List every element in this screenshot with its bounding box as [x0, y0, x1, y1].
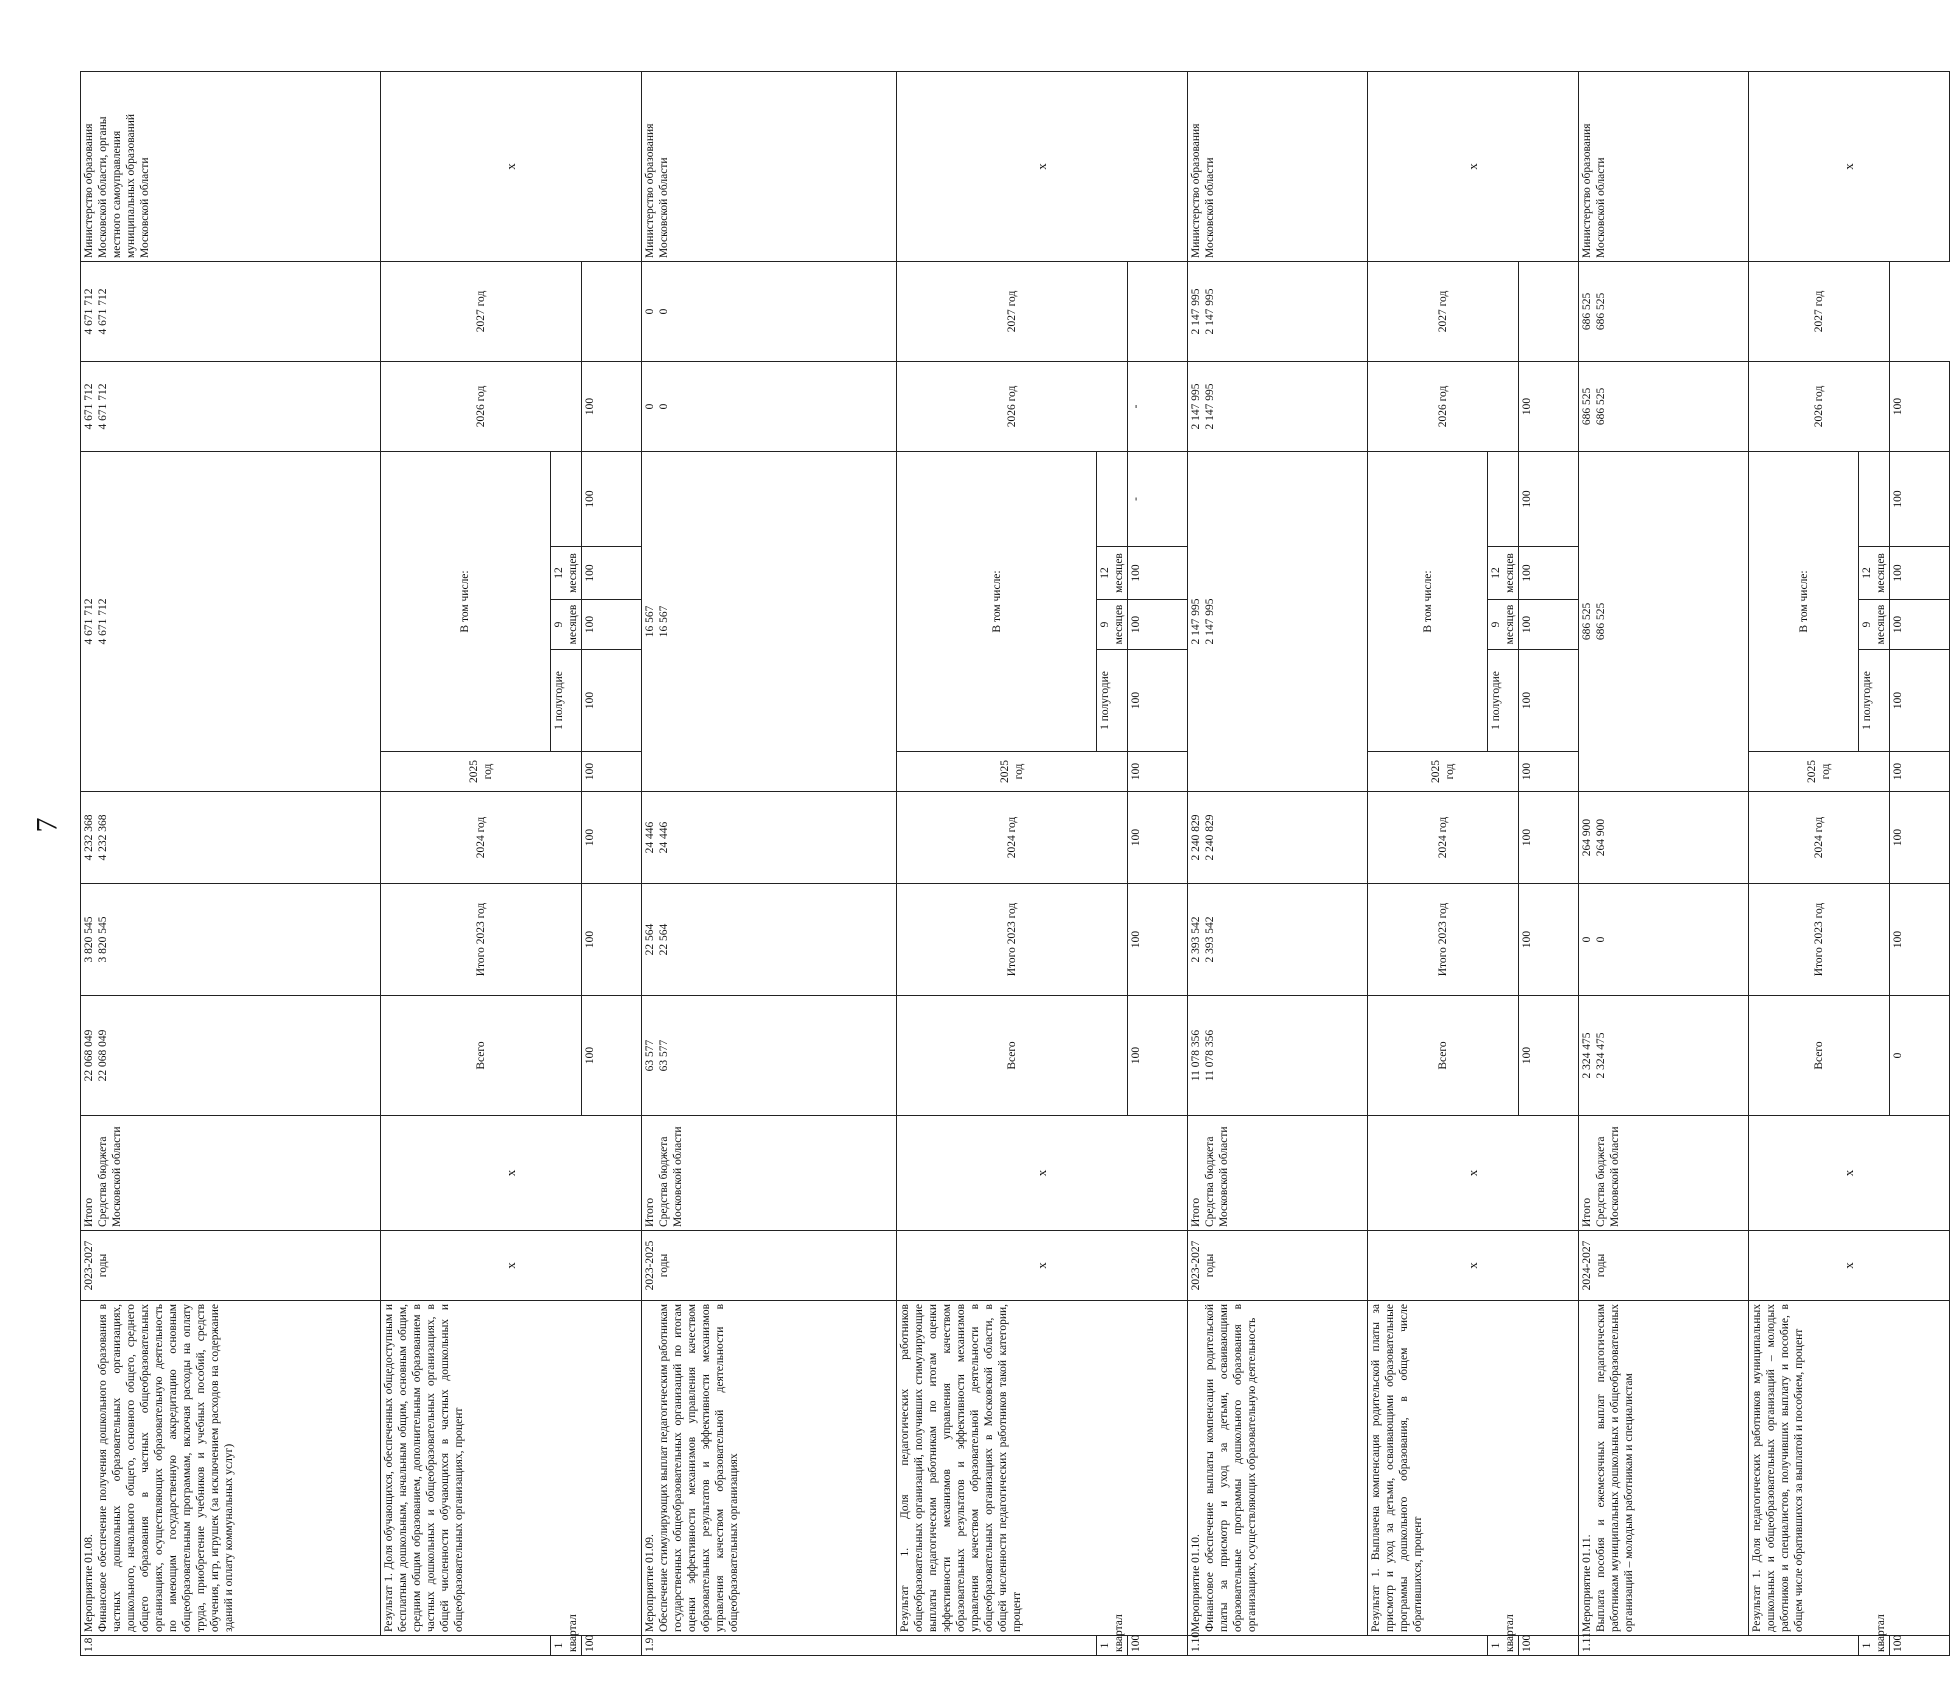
period-x: х: [381, 1231, 642, 1301]
period-x: х: [1749, 1231, 1950, 1301]
amount-cell: [642, 451, 897, 791]
amount-budget: 4 232 368: [97, 814, 110, 861]
result-value: 100: [1519, 361, 1579, 451]
amount-total: 0: [644, 308, 657, 315]
table-row: [1188, 72, 1368, 1656]
amount-total: 4 671 712: [83, 598, 95, 645]
event-title: Мероприятие 01.10.: [1190, 1534, 1203, 1632]
result-value: 100: [1519, 792, 1579, 884]
header-all: Всего: [1368, 996, 1519, 1116]
result-value: 100: [582, 996, 642, 1116]
amount-cell: [1579, 261, 1749, 361]
header-2024: 2024 год: [1368, 792, 1519, 884]
result-value: 100: [582, 451, 642, 546]
header-2026: 2026 год: [1368, 361, 1519, 451]
amount-cell: [81, 884, 381, 996]
period: 2023-2025 годы: [642, 1231, 897, 1301]
result-value: 100: [1128, 884, 1188, 996]
header-q1: 1 квартал: [1859, 1636, 1890, 1656]
event-text: Обеспечение стимулирующих выплат педагогическим работникам государственных общеобразовательных организаций по итогам оценки эффективности механизмов управления качеством образовательных результатов и эффективности механизмов управления качеством образовательной деятельности в общеобразовательных организациях: [658, 1304, 741, 1632]
responsible-x: х: [897, 72, 1188, 262]
funding-source: [81, 1116, 381, 1231]
event-description: [1579, 1301, 1749, 1636]
row-number: 1.10: [1188, 1636, 1488, 1656]
amount-total: 16 567: [644, 605, 657, 638]
event-text: Выплата пособия и ежемесячных выплат педагогическим работникам муниципальных дошкольных и общеобразовательных организаций – молодым работникам и специалистам: [1595, 1304, 1636, 1632]
header-9m: 9 месяцев: [551, 600, 582, 650]
result-value: 100: [1519, 884, 1579, 996]
header-2025: 2025 год: [381, 752, 582, 792]
amount-cell: [1579, 361, 1749, 451]
amount-total: 2 240 829: [1190, 814, 1203, 861]
result-value: 100: [1519, 752, 1579, 792]
result-value: 100: [1128, 1636, 1188, 1656]
amount-cell: [1188, 451, 1368, 791]
header-all: Всего: [897, 996, 1128, 1116]
result-value: 100: [1890, 600, 1950, 650]
budget-label: Средства бюджета Московской области: [97, 1126, 124, 1227]
amount-total: 2 324 475: [1581, 1032, 1594, 1079]
budget-label: Средства бюджета Московской области: [1595, 1126, 1622, 1227]
header-12m: 12 месяцев: [1097, 547, 1128, 600]
header-2025: 2025 год: [1749, 752, 1890, 792]
budget-label: Средства бюджета Московской области: [1204, 1126, 1231, 1227]
result-value: 100: [1128, 752, 1188, 792]
amount-cell: [81, 996, 381, 1116]
amount-total: 4 671 712: [83, 383, 95, 430]
header-2024: 2024 год: [897, 792, 1128, 884]
total-label: Итого: [83, 1197, 95, 1227]
result-value: 100: [1519, 547, 1579, 600]
result-value: 100: [582, 547, 642, 600]
header-2027: 2027 год: [1368, 261, 1519, 361]
header-2027: 2027 год: [1749, 261, 1890, 361]
result-value: 100: [1890, 884, 1950, 996]
result-value: 100: [582, 752, 642, 792]
result-value: 100: [1890, 650, 1950, 752]
total-label: Итого: [644, 1197, 657, 1227]
row-number: 1.9: [642, 1636, 1097, 1656]
amount-budget: 2 147 995: [1204, 288, 1217, 335]
header-incl: В том числе:: [1749, 451, 1859, 751]
row-number: 1.8: [81, 1636, 551, 1656]
amount-cell: [642, 996, 897, 1116]
amount-cell: [1188, 261, 1368, 361]
amount-total: 686 525: [1581, 602, 1594, 641]
funding-source: [1188, 1116, 1368, 1231]
header-12m: 12 месяцев: [551, 547, 582, 600]
header-incl: В том числе:: [381, 451, 551, 751]
amount-budget: 2 147 995: [1204, 383, 1217, 430]
total-label: Итого: [1190, 1197, 1203, 1227]
result-value: 100: [582, 650, 642, 752]
amount-total: 2 147 995: [1190, 288, 1203, 335]
budget-label: Средства бюджета Московской области: [658, 1126, 685, 1227]
header-q1: 1 квартал: [1488, 1636, 1519, 1656]
result-row: [897, 72, 1097, 1656]
header-total-2023: Итого 2023 год: [1749, 884, 1890, 996]
source-x: х: [1368, 1116, 1579, 1231]
responsible-x: х: [381, 72, 642, 262]
amount-cell: [81, 261, 381, 361]
amount-budget: 22 564: [658, 923, 671, 956]
event-title: Мероприятие 01.08.: [83, 1534, 95, 1632]
event-text: Финансовое обеспечение выплаты компенсации родительской платы за присмотр и уход за детьми, осваивающими образовательные программы дошкольного образования в организациях, осуществляющих образовательную деятельность: [1204, 1304, 1259, 1632]
amount-cell: [1188, 792, 1368, 884]
amount-total: 2 393 542: [1190, 916, 1203, 963]
rotated-table-page: [80, 71, 1905, 1656]
amount-budget: 4 671 712: [97, 288, 110, 335]
amount-total: 22 564: [644, 923, 657, 956]
amount-budget: 686 525: [1595, 292, 1608, 331]
amount-cell: [81, 792, 381, 884]
header-2027: 2027 год: [381, 261, 582, 361]
amount-cell: [1579, 451, 1749, 791]
header-total-2023: Итого 2023 год: [897, 884, 1128, 996]
period: 2023-2027 годы: [1188, 1231, 1368, 1301]
result-value: 100: [1519, 451, 1579, 546]
header-all: Всего: [1749, 996, 1890, 1116]
amount-budget: 4 671 712: [97, 383, 110, 430]
amount-total: 686 525: [1581, 292, 1594, 331]
event-text: Финансовое обеспечение получения дошкольного образования в частных дошкольных образовательных организациях, дошкольного, начального общего, основного общего, среднего общего образования в частных общеобразовательных организациях, осуществляющих образовательную деятельность по имеющим государственную аккредитацию основным общеобразовательным программам, включая расходы на оплату труда, приобретение учебников и учебных пособий, средств обучения, игр, игрушек (за исключением расходов на содержание зданий и оплату коммунальных услуг): [97, 1304, 236, 1632]
responsible-x: х: [1368, 72, 1579, 262]
period: 2023-2027 годы: [81, 1231, 381, 1301]
amount-cell: [81, 361, 381, 451]
amount-cell: [1579, 884, 1749, 996]
row-number: 1.11: [1579, 1636, 1859, 1656]
amount-cell: [1579, 792, 1749, 884]
event-title: Мероприятие 01.09.: [644, 1534, 657, 1632]
result-value: 100: [1890, 451, 1950, 546]
header-9m: 9 месяцев: [1097, 600, 1128, 650]
header-12m: 12 месяцев: [1859, 547, 1890, 600]
header-h1: 1 полугодие: [1859, 650, 1890, 752]
result-value: 100: [582, 600, 642, 650]
result-description: Результат 1. Выплачена компенсация родительской платы за присмотр и уход за детьми, осваивающими образовательные программы дошкольного образования, в общем числе обратившихся, процент: [1368, 1301, 1579, 1636]
amount-cell: [1188, 996, 1368, 1116]
header-q1: 1 квартал: [551, 1636, 582, 1656]
amount-cell: [642, 261, 897, 361]
header-h1: 1 полугодие: [551, 650, 582, 752]
amount-budget: 11 078 356: [1204, 1029, 1217, 1082]
amount-total: 4 671 712: [83, 288, 95, 335]
result-value: 100: [1890, 361, 1950, 451]
amount-cell: [1188, 884, 1368, 996]
result-value: 100: [1519, 600, 1579, 650]
amount-budget: 2 393 542: [1204, 916, 1217, 963]
header-2026: 2026 год: [381, 361, 582, 451]
amount-total: 2 147 995: [1190, 598, 1203, 645]
responsible: Министерство образования Московской области, органы местного самоуправления муниципальных образований Московской области: [81, 72, 381, 262]
table-row: [81, 72, 381, 1656]
result-value: 100: [1128, 600, 1188, 650]
amount-budget: 0: [658, 403, 671, 410]
header-all: Всего: [381, 996, 582, 1116]
result-value: 0: [1890, 996, 1950, 1116]
amount-budget: 0: [1595, 936, 1608, 943]
responsible: Министерство образования Московской области: [1188, 72, 1368, 262]
result-row: [381, 72, 551, 1656]
result-value: 100: [582, 792, 642, 884]
source-x: х: [897, 1116, 1188, 1231]
page-number: 7: [30, 817, 64, 833]
amount-budget: 686 525: [1595, 387, 1608, 426]
result-value: 100: [1128, 547, 1188, 600]
result-description: Результат 1. Доля обучающихся, обеспеченных общедоступным и бесплатным дошкольным, начальным общим, основным общим, средним общим образованием, дополнительным образованием в частных дошкольных и общеобразовательных организациях, в общей численности обучающихся в частных дошкольных и общеобразовательных организациях, процент: [381, 1301, 642, 1636]
total-label: Итого: [1581, 1197, 1594, 1227]
amount-budget: 22 068 049: [97, 1029, 110, 1082]
amount-budget: 63 577: [658, 1039, 671, 1072]
amount-cell: [1188, 361, 1368, 451]
source-x: х: [1749, 1116, 1950, 1231]
event-description: [1188, 1301, 1368, 1636]
result-value: 100: [1890, 547, 1950, 600]
result-description: Результат 1. Доля педагогических работников муниципальных дошкольных и общеобразовательных организаций – молодых работников и специалистов, получивших выплату и пособие, в общем числе обратившихся за выплатой и пособием, процент: [1749, 1301, 1950, 1636]
amount-total: 22 068 049: [83, 1029, 95, 1082]
header-h1: 1 полугодие: [1488, 650, 1519, 752]
result-row: [1368, 72, 1488, 1656]
result-value: 100: [1519, 1636, 1579, 1656]
table-row: [1579, 72, 1749, 1656]
result-value: 100: [1128, 650, 1188, 752]
result-row: [1749, 72, 1859, 1656]
header-9m: 9 месяцев: [1488, 600, 1519, 650]
result-value: -: [1128, 361, 1188, 451]
amount-total: 2 147 995: [1190, 383, 1203, 430]
result-value: 100: [582, 1636, 642, 1656]
source-x: х: [381, 1116, 642, 1231]
amount-total: 63 577: [644, 1039, 657, 1072]
event-title: Мероприятие 01.11.: [1581, 1534, 1594, 1632]
header-2026: 2026 год: [897, 361, 1128, 451]
amount-total: 264 900: [1581, 818, 1594, 857]
amount-budget: 24 446: [658, 821, 671, 854]
amount-budget: 264 900: [1595, 818, 1608, 857]
amount-total: 686 525: [1581, 387, 1594, 426]
amount-budget: 0: [658, 308, 671, 315]
result-value: 100: [1519, 650, 1579, 752]
amount-budget: 2 240 829: [1204, 814, 1217, 861]
result-value: 100: [1890, 752, 1950, 792]
amount-cell: [642, 361, 897, 451]
amount-budget: 3 820 545: [97, 916, 110, 963]
amount-total: 11 078 356: [1190, 1029, 1203, 1082]
responsible: Министерство образования Московской области: [1579, 72, 1749, 262]
result-value: 100: [1128, 792, 1188, 884]
header-2026: 2026 год: [1749, 361, 1890, 451]
funding-table: [80, 71, 1950, 1656]
amount-total: 0: [1581, 936, 1594, 943]
result-value: 100: [1890, 792, 1950, 884]
funding-source: [1579, 1116, 1749, 1231]
amount-cell: [642, 884, 897, 996]
result-value: -: [1128, 451, 1188, 546]
header-9m: 9 месяцев: [1859, 600, 1890, 650]
header-total-2023: Итого 2023 год: [1368, 884, 1519, 996]
result-value: 100: [1519, 996, 1579, 1116]
responsible-x: х: [1749, 72, 1950, 262]
amount-total: 3 820 545: [83, 916, 95, 963]
header-2024: 2024 год: [1749, 792, 1890, 884]
header-2024: 2024 год: [381, 792, 582, 884]
amount-budget: 686 525: [1595, 602, 1608, 641]
header-incl: В том числе:: [1368, 451, 1488, 751]
amount-budget: 2 147 995: [1204, 598, 1217, 645]
responsible: Министерство образования Московской области: [642, 72, 897, 262]
header-2025: 2025 год: [1368, 752, 1519, 792]
event-description: [642, 1301, 897, 1636]
amount-cell: [81, 451, 381, 791]
amount-total: 4 232 368: [83, 814, 95, 861]
amount-total: 24 446: [644, 821, 657, 854]
result-value: 100: [582, 884, 642, 996]
amount-budget: 16 567: [658, 605, 671, 638]
header-q1: 1 квартал: [1097, 1636, 1128, 1656]
amount-budget: 4 671 712: [97, 598, 110, 645]
result-description: Результат 1. Доля педагогических работников общеобразовательных организаций, получивших стимулирующие выплаты педагогическим работникам по итогам оценки эффективности механизмов управления качеством образовательных результатов и эффективности механизмов управления качеством образовательной деятельности в общеобразовательных организациях в Московской области, в общей численности педагогических работников такой категории, процент: [897, 1301, 1188, 1636]
period: 2024-2027 годы: [1579, 1231, 1749, 1301]
table-row: [642, 72, 897, 1656]
header-12m: 12 месяцев: [1488, 547, 1519, 600]
result-value: 100: [1890, 1636, 1950, 1656]
amount-cell: [642, 792, 897, 884]
header-h1: 1 полугодие: [1097, 650, 1128, 752]
header-incl: В том числе:: [897, 451, 1097, 751]
header-2027: 2027 год: [897, 261, 1128, 361]
event-description: [81, 1301, 381, 1636]
result-value: 100: [582, 361, 642, 451]
result-value: 100: [1128, 996, 1188, 1116]
period-x: х: [1368, 1231, 1579, 1301]
header-total-2023: Итого 2023 год: [381, 884, 582, 996]
header-2025: 2025 год: [897, 752, 1128, 792]
amount-budget: 2 324 475: [1595, 1032, 1608, 1079]
amount-cell: [1579, 996, 1749, 1116]
funding-source: [642, 1116, 897, 1231]
amount-total: 0: [644, 403, 657, 410]
period-x: х: [897, 1231, 1188, 1301]
